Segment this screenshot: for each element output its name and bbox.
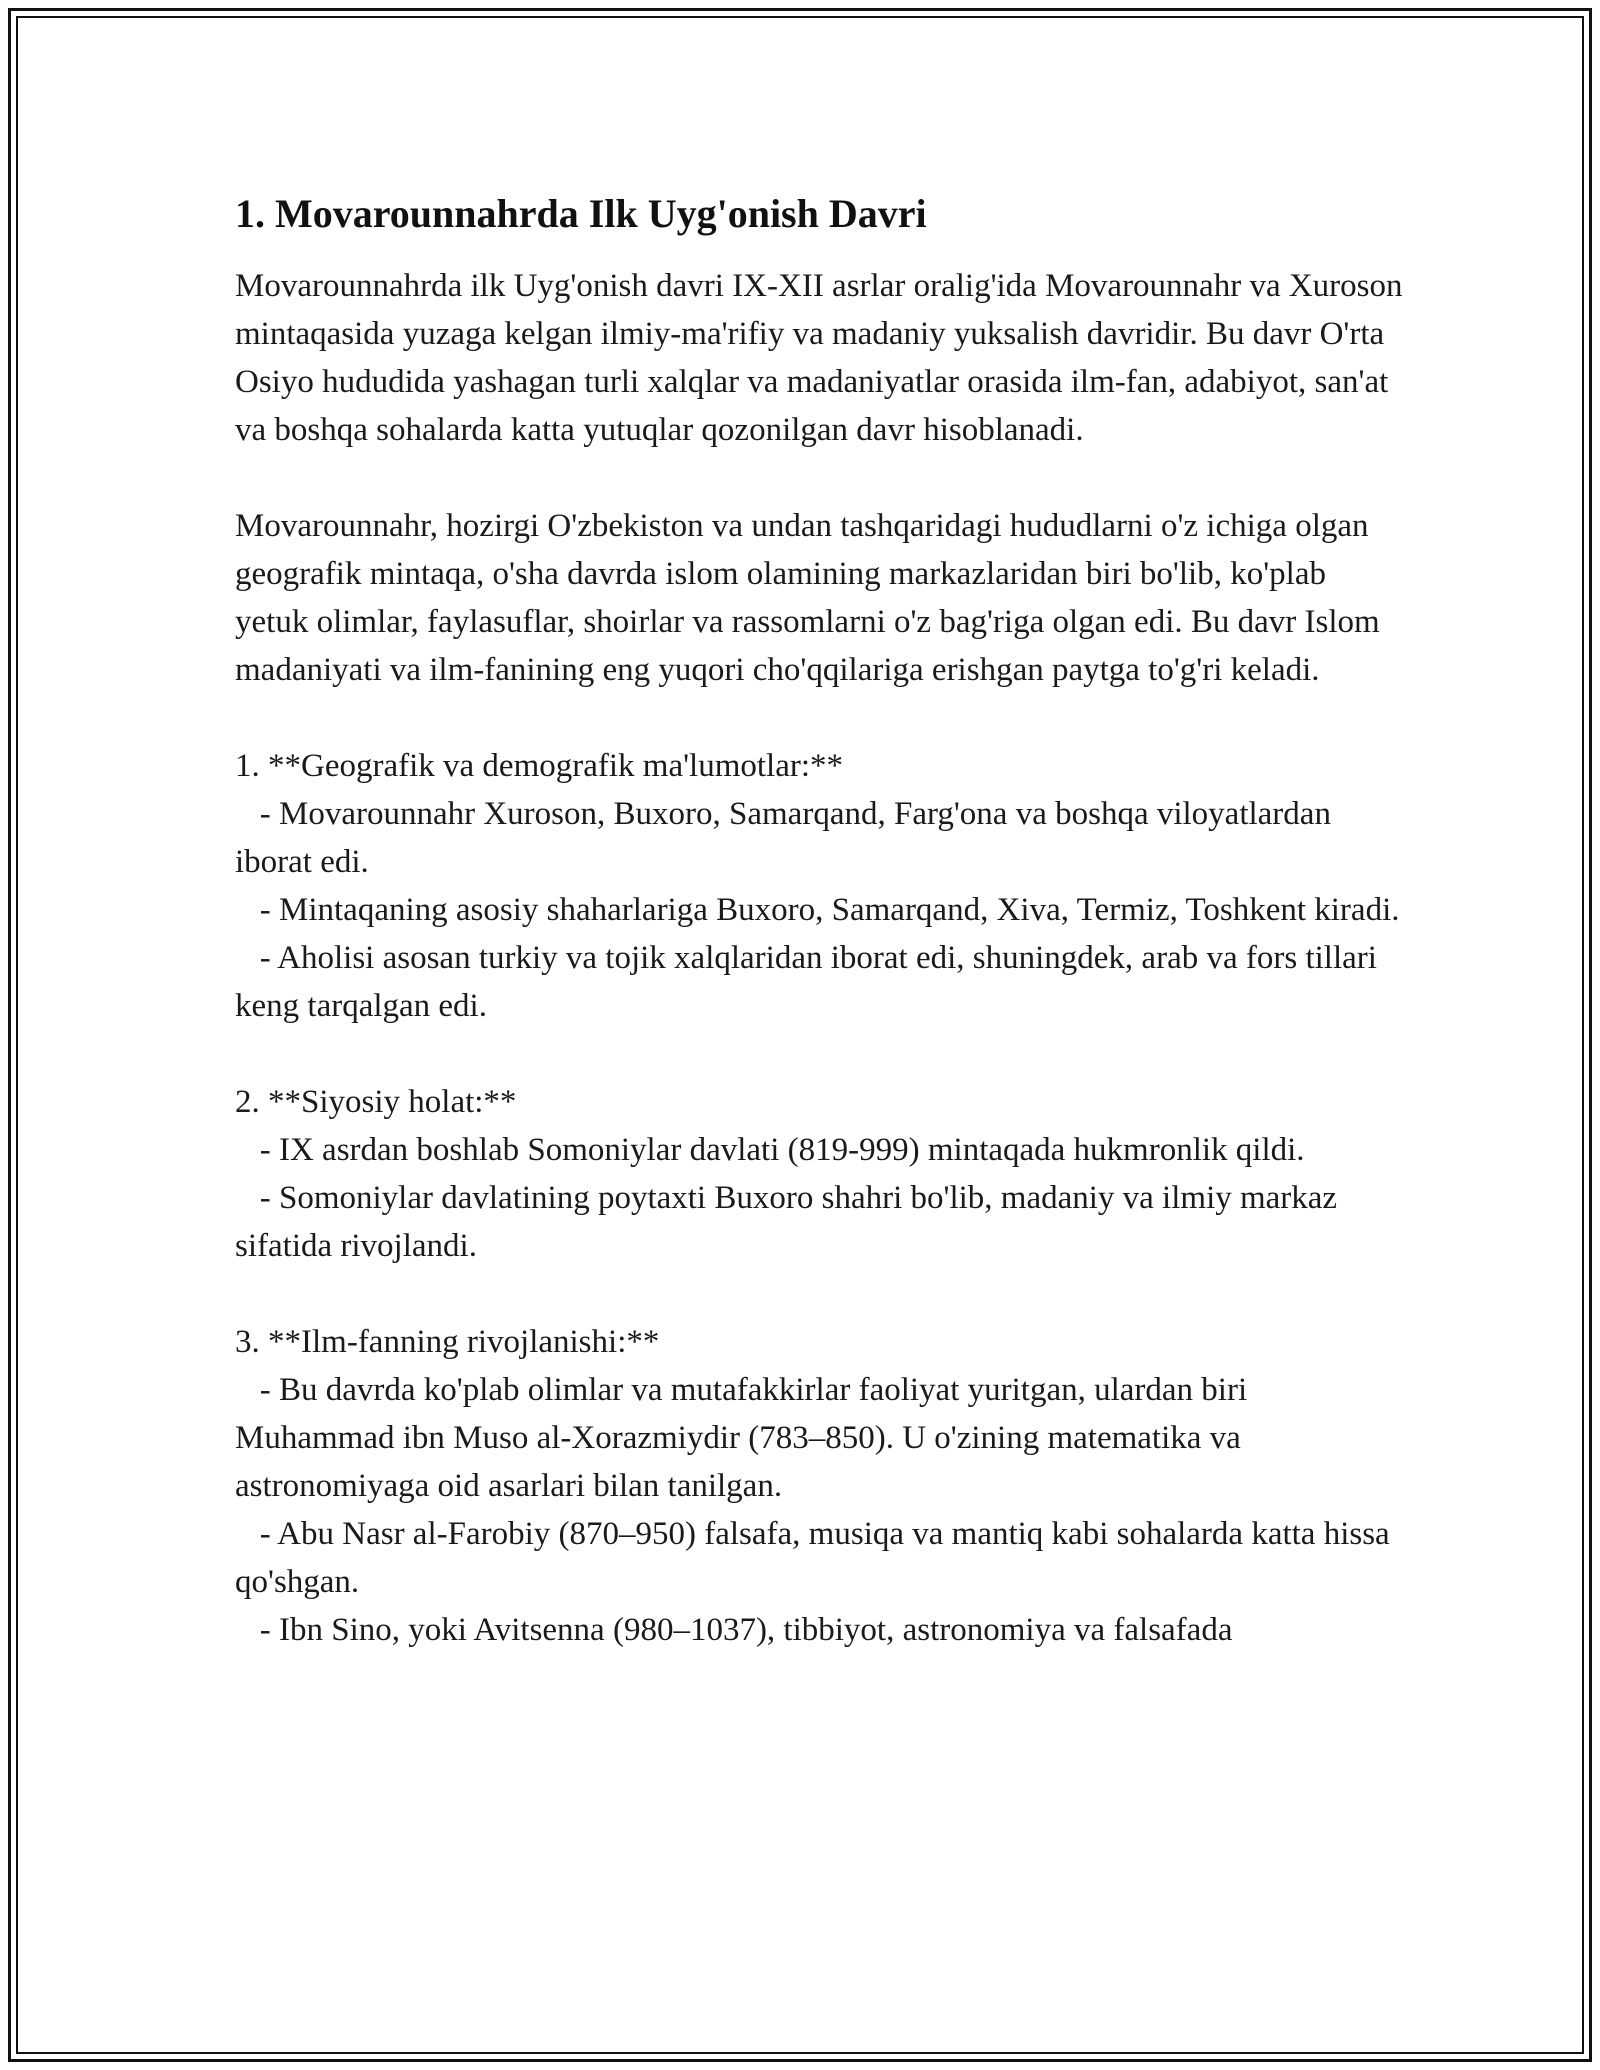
section-science <box>235 1318 1405 1654</box>
paragraph-spacer <box>235 694 1405 742</box>
list-item: - Aholisi asosan turkiy va tojik xalqlaridan iborat edi, shuningdek, arab va fors tillari keng tarqalgan edi. <box>235 940 1386 1024</box>
section-heading: 2. **Siyosiy holat:** <box>235 1084 517 1120</box>
section-heading: 1. **Geografik va demografik ma'lumotlar:** <box>235 748 844 784</box>
list-item: - Ibn Sino, yoki Avitsenna (980–1037), tibbiyot, astronomiya va falsafada <box>235 1612 1233 1648</box>
context-paragraph: Movarounnahr, hozirgi O'zbekiston va undan tashqaridagi hududlarni o'z ichiga olgan geografik mintaqa, o'sha davrda islom olamining markazlaridan biri bo'lib, ko'plab yetuk olimlar, faylasuflar, shoirlar va rassomlarni o'z bag'riga olgan edi. Bu davr Islom madaniyati va ilm-fanining eng yuqori cho'qqilariga erishgan paytga to'g'ri keladi. <box>235 508 1380 688</box>
paragraph-spacer <box>235 454 1405 502</box>
section-geography <box>235 742 1405 1030</box>
paragraph-spacer <box>235 1270 1405 1318</box>
list-item: - Mintaqaning asosiy shaharlariga Buxoro, Samarqand, Xiva, Termiz, Toshkent kiradi. <box>235 892 1400 928</box>
section-politics <box>235 1078 1405 1270</box>
document-body <box>235 180 1405 1654</box>
list-item: - Abu Nasr al-Farobiy (870–950) falsafa, musiqa va mantiq kabi sohalarda katta hissa qo'shgan. <box>235 1516 1398 1600</box>
list-item: - IX asrdan boshlab Somoniylar davlati (819-999) mintaqada hukmronlik qildi. <box>235 1132 1305 1168</box>
intro-paragraph: Movarounnahrda ilk Uyg'onish davri IX-XII asrlar oralig'ida Movarounnahr va Xuroson mintaqasida yuzaga kelgan ilmiy-ma'rifiy va madaniy yuksalish davridir. Bu davr O'rta Osiyo hududida yashagan turli xalqlar va madaniyatlar orasida ilm-fan, adabiyot, san'at va boshqa sohalarda katta yutuqlar qozonilgan davr hisoblanadi. <box>235 268 1403 448</box>
list-item: - Bu davrda ko'plab olimlar va mutafakkirlar faoliyat yuritgan, ulardan biri Muhammad ibn Muso al-Xorazmiydir (783–850). U o'zining matematika va astronomiyaga oid asarlari bilan tanilgan. <box>235 1372 1256 1504</box>
document-title: 1. Movarounnahrda Ilk Uyg'onish Davri <box>235 191 927 236</box>
list-item: - Somoniylar davlatining poytaxti Buxoro shahri bo'lib, madaniy va ilmiy markaz sifatida rivojlandi. <box>235 1180 1346 1264</box>
section-heading: 3. **Ilm-fanning rivojlanishi:** <box>235 1324 660 1360</box>
list-item: - Movarounnahr Xuroson, Buxoro, Samarqand, Farg'ona va boshqa viloyatlardan iborat edi. <box>235 796 1340 880</box>
paragraph-spacer <box>235 1030 1405 1078</box>
